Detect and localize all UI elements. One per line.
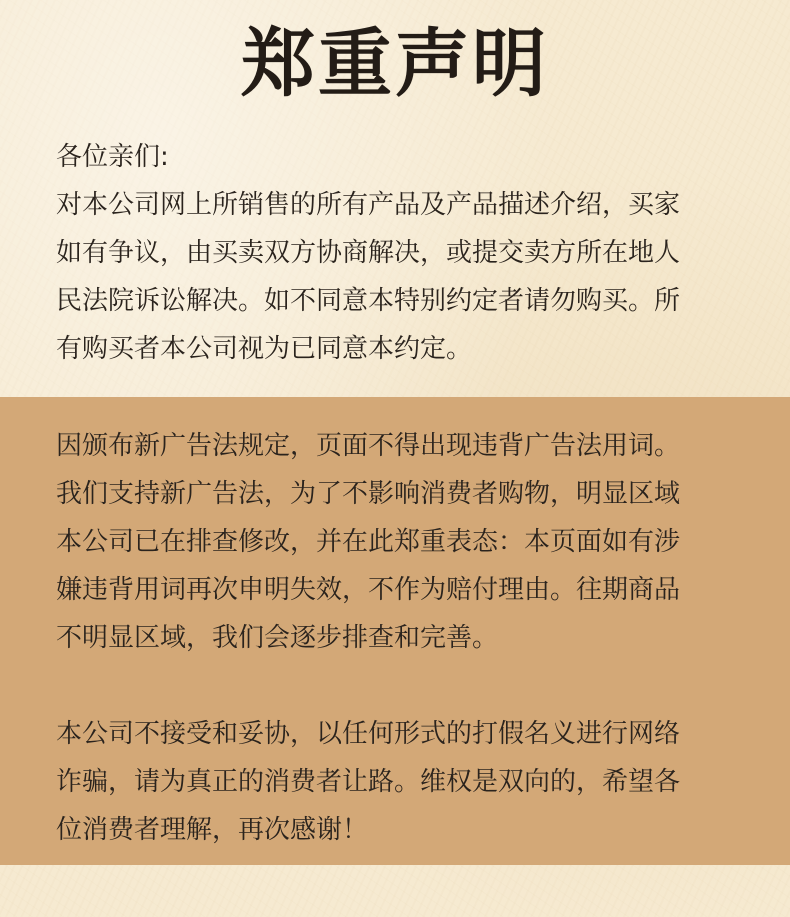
notice-paragraph-anti-fraud xyxy=(56,710,680,854)
intro-text xyxy=(56,133,680,373)
notice-line: 诈骗，请为真正的消费者让路。维权是双向的，希望各 xyxy=(56,767,681,797)
notice-line: 我们支持新广告法，为了不影响消费者购物，明显区域 xyxy=(56,479,681,509)
notice-line: 不明显区域，我们会逐步排查和完善。 xyxy=(56,623,499,653)
notice-line: 嫌违背用词再次申明失效，不作为赔付理由。往期商品 xyxy=(56,575,681,605)
notice-line: 因颁布新广告法规定，页面不得出现违背广告法用词。 xyxy=(56,431,681,461)
notice-line: 本公司已在排查修改，并在此郑重表态：本页面如有涉 xyxy=(56,527,681,557)
notice-paragraph-advertising-law xyxy=(56,422,680,662)
notice-line: 本公司不接受和妥协，以任何形式的打假名义进行网络 xyxy=(56,719,681,749)
page-title: 郑重声明 xyxy=(241,21,549,107)
intro-line: 民法院诉讼解决。如不同意本特别约定者请勿购买。所 xyxy=(56,286,681,316)
intro-line: 如有争议，由买卖双方协商解决，或提交卖方所在地人 xyxy=(56,238,681,268)
intro-line: 对本公司网上所销售的所有产品及产品描述介绍，买家 xyxy=(56,190,681,220)
intro-greeting: 各位亲们: xyxy=(56,142,169,172)
notice-panel xyxy=(0,397,790,865)
intro-line: 有购买者本公司视为已同意本约定。 xyxy=(56,334,473,364)
notice-line: 位消费者理解，再次感谢！ xyxy=(56,815,369,845)
